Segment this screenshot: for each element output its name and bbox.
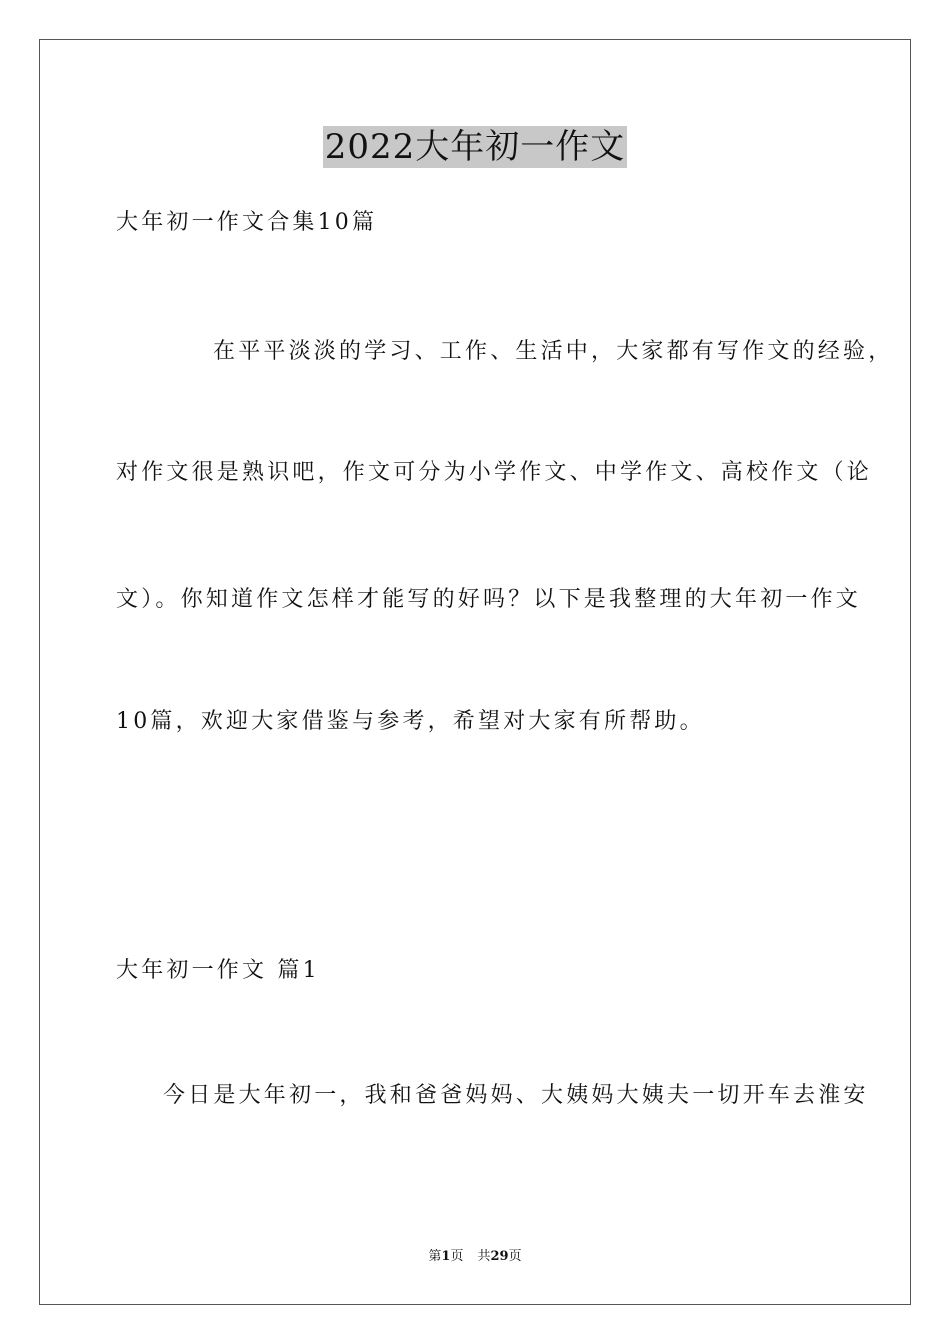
intro-line-2: 对作文很是熟识吧，作文可分为小学作文、中学作文、高校作文（论 [116,460,873,485]
page-footer [0,1248,950,1266]
footer-total-prefix: 共 [477,1249,491,1264]
section-heading: 大年初一作文 篇1 [116,958,320,983]
footer-page-suffix: 页 [450,1249,464,1264]
document-subtitle: 大年初一作文合集10篇 [116,210,378,235]
intro-line-1: 在平平淡淡的学习、工作、生活中，大家都有写作文的经验， [213,339,894,364]
title-container [0,126,950,168]
document-title: 2022大年初一作文 [324,127,626,167]
section-first-line: 今日是大年初一，我和爸爸妈妈、大姨妈大姨夫一切开车去淮安 [163,1083,869,1108]
intro-line-4: 10篇，欢迎大家借鉴与参考，希望对大家有所帮助。 [116,709,705,734]
intro-line-3: 文）。你知道作文怎样才能写的好吗？以下是我整理的大年初一作文 [116,587,862,612]
footer-page-prefix: 第 [428,1249,442,1264]
footer-total-suffix: 页 [508,1249,522,1264]
footer-page-number: 1 [441,1249,451,1264]
footer-total-pages: 29 [490,1249,509,1264]
